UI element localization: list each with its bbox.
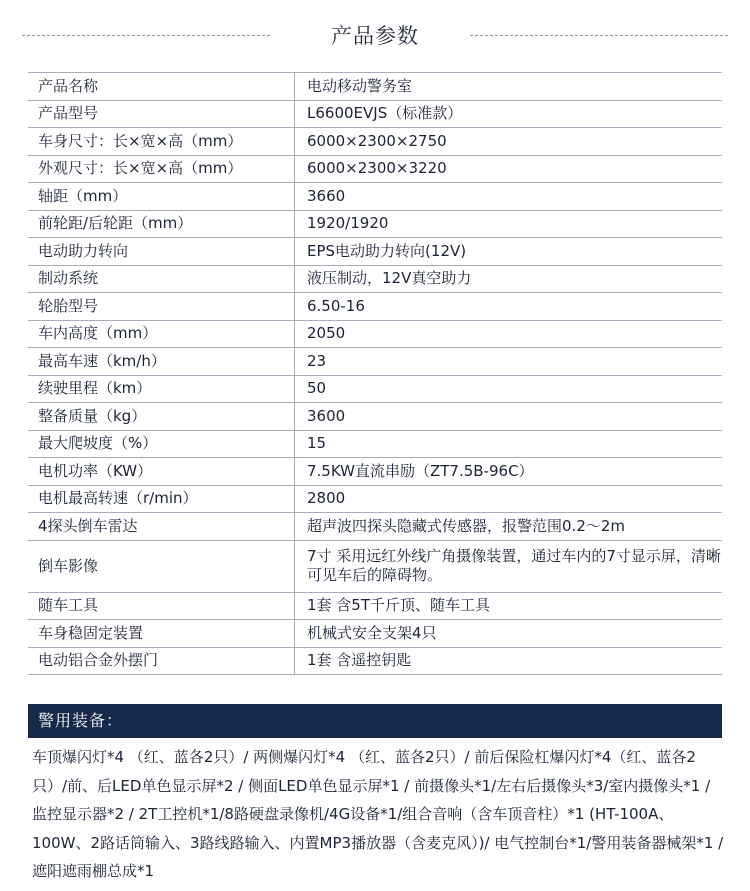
spec-label: 产品名称	[28, 73, 295, 101]
table-row	[28, 183, 722, 211]
spec-value: 3660	[295, 183, 723, 211]
table-row	[28, 403, 722, 431]
spec-value: 1920/1920	[295, 210, 723, 238]
table-row	[28, 293, 722, 321]
table-row	[28, 73, 722, 101]
table-row	[28, 513, 722, 541]
spec-table	[28, 72, 722, 675]
spec-label: 续驶里程（km）	[28, 375, 295, 403]
spec-label: 随车工具	[28, 592, 295, 620]
title-divider-right	[470, 35, 728, 36]
spec-label: 轮胎型号	[28, 293, 295, 321]
page-title: 产品参数	[331, 24, 419, 48]
spec-value: 1套 含5T千斤顶、随车工具	[295, 592, 723, 620]
table-row	[28, 320, 722, 348]
table-row	[28, 458, 722, 486]
spec-value: L6600EVJS（标准款）	[295, 100, 723, 128]
spec-label: 最高车速（km/h）	[28, 348, 295, 376]
spec-label: 车内高度（mm）	[28, 320, 295, 348]
page-title-bar	[0, 0, 750, 70]
table-row	[28, 540, 722, 592]
spec-label: 车身尺寸：长×宽×高（mm）	[28, 128, 295, 156]
table-row	[28, 210, 722, 238]
spec-value: 15	[295, 430, 723, 458]
spec-value: 7寸 采用远红外线广角摄像装置，通过车内的7寸显示屏，清晰可见车后的障碍物。	[295, 540, 723, 592]
spec-value: 机械式安全支架4只	[295, 620, 723, 648]
spec-label: 产品型号	[28, 100, 295, 128]
table-row	[28, 647, 722, 675]
spec-label: 整备质量（kg）	[28, 403, 295, 431]
table-row	[28, 620, 722, 648]
table-row	[28, 128, 722, 156]
table-row	[28, 348, 722, 376]
spec-label: 电机最高转速（r/min）	[28, 485, 295, 513]
spec-value: 2800	[295, 485, 723, 513]
spec-label: 轴距（mm）	[28, 183, 295, 211]
spec-value: 3600	[295, 403, 723, 431]
spec-label: 前轮距/后轮距（mm）	[28, 210, 295, 238]
table-row	[28, 375, 722, 403]
equipment-header: 警用装备：	[28, 704, 722, 738]
spec-label: 外观尺寸：长×宽×高（mm）	[28, 155, 295, 183]
spec-value: 7.5KW直流串励（ZT7.5B-96C）	[295, 458, 723, 486]
spec-value: 6000×2300×2750	[295, 128, 723, 156]
spec-value: 超声波四探头隐藏式传感器，报警范围0.2～2m	[295, 513, 723, 541]
table-row	[28, 265, 722, 293]
spec-label: 车身稳固定装置	[28, 620, 295, 648]
spec-label: 4探头倒车雷达	[28, 513, 295, 541]
spec-value: 50	[295, 375, 723, 403]
spec-label: 倒车影像	[28, 540, 295, 592]
table-row	[28, 430, 722, 458]
table-row	[28, 238, 722, 266]
spec-label: 电动铝合金外摆门	[28, 647, 295, 675]
spec-value: 液压制动，12V真空助力	[295, 265, 723, 293]
table-row	[28, 592, 722, 620]
spec-value: 23	[295, 348, 723, 376]
spec-value: 1套 含遥控钥匙	[295, 647, 723, 675]
equipment-list-text: 车顶爆闪灯*4 （红、蓝各2只）/ 两侧爆闪灯*4 （红、蓝各2只）/ 前后保险杠爆闪灯*4（红、蓝各2只）/前、后LED单色显示屏*2 / 侧面LED单色显示屏*1 / 前摄像头*1/左右后摄像头*3/室内摄像头*1 / 监控显示器*2 / 2T工控机*1/8路硬盘录像机/4G设备*1/组合音响（含车顶音柱）*1 (HT-100A、100W、2路话筒输入、3路线路输入、内置MP3播放器（含麦克风）)/ 电气控制台*1/警用装备器械架*1 / 遮阳遮雨棚总成*1	[32, 748, 724, 880]
spec-label: 电动助力转向	[28, 238, 295, 266]
spec-value: 6.50-16	[295, 293, 723, 321]
table-row	[28, 155, 722, 183]
spec-label: 最大爬坡度（%）	[28, 430, 295, 458]
spec-label: 电机功率（KW）	[28, 458, 295, 486]
spec-value: 2050	[295, 320, 723, 348]
table-row	[28, 485, 722, 513]
spec-label: 制动系统	[28, 265, 295, 293]
table-row	[28, 100, 722, 128]
spec-value: EPS电动助力转向(12V)	[295, 238, 723, 266]
spec-value: 电动移动警务室	[295, 73, 723, 101]
spec-value: 6000×2300×3220	[295, 155, 723, 183]
